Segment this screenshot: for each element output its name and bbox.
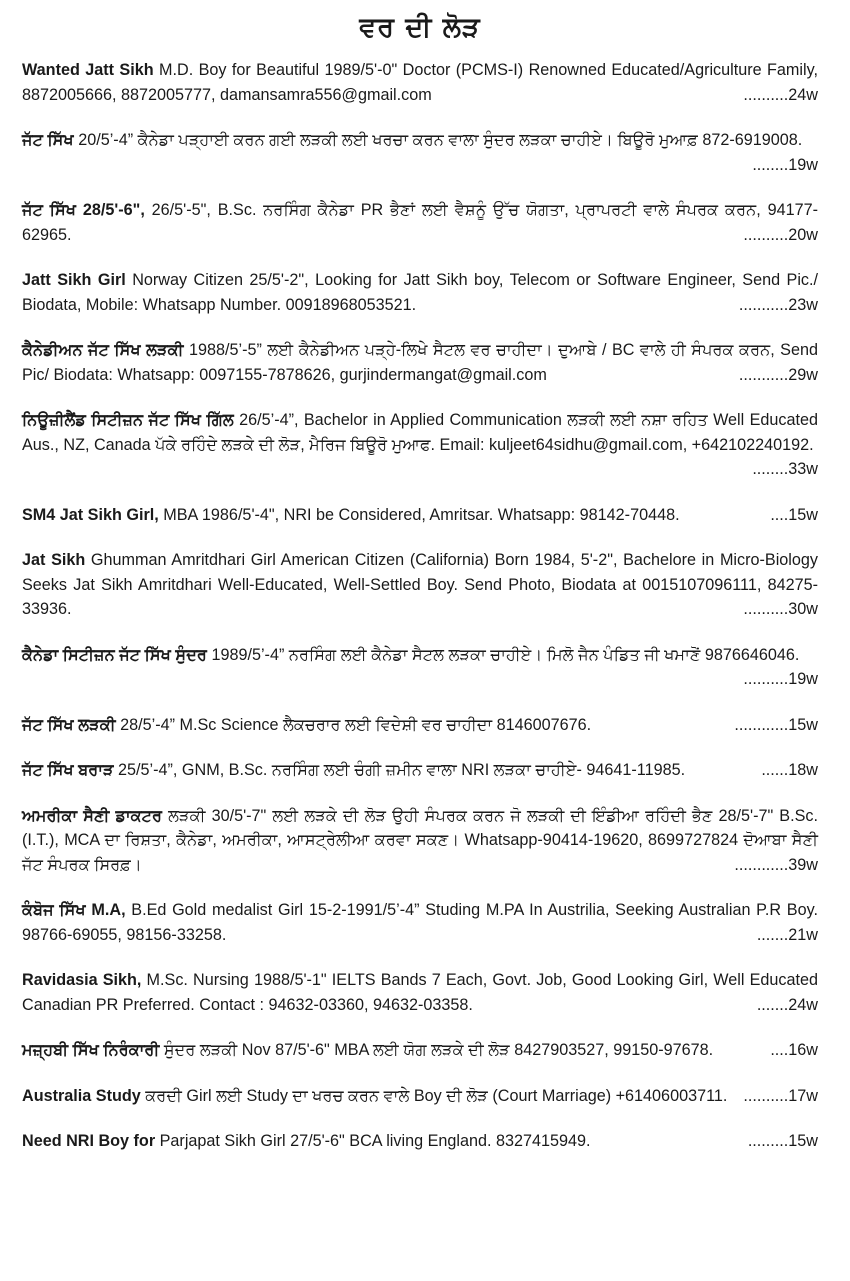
ad-text: 1988/5’-5” ਲਈ ਕੈਨੇਡੀਅਨ ਪੜ੍ਹੇ-ਲਿਖੇ ਸੈਟਲ ਵਰ ਚਾਹੀਦਾ। ਦੁਆਬੇ / BC ਵਾਲੇ ਹੀ ਸੰਪਰਕ ਕਰਨ, Send Pic/ Biodata: Whatsapp: 0097155-7878626, gurjindermangat@gmail.com bbox=[22, 341, 818, 384]
ad-heading: ਅਮਰੀਕਾ ਸੈਣੀ ਡਾਕਟਰ bbox=[22, 806, 163, 825]
ad-word-count: .......24w bbox=[756, 995, 818, 1014]
classified-ad bbox=[22, 128, 818, 177]
classified-ad bbox=[22, 268, 818, 317]
ad-text: 28/5’-4” M.Sc Science ਲੈਕਚਰਾਰ ਲਈ ਵਿਦੇਸ਼ੀ ਵਰ ਚਾਹੀਦਾ 8146007676. bbox=[115, 715, 592, 734]
ad-word-count: ..........20w bbox=[743, 225, 818, 244]
ad-text: ਸੁੰਦਰ ਲੜਕੀ Nov 87/5'-6" MBA ਲਈ ਯੋਗ ਲੜਕੇ ਦੀ ਲੋੜ 8427903527, 99150-97678. bbox=[159, 1041, 714, 1059]
ad-text: M.D. Boy for Beautiful 1989/5'-0" Doctor (PCMS-I) Renowned Educated/Agriculture Family, 8872005666, 8872005777, damansamra556@gmail.com bbox=[22, 61, 818, 104]
ads-list bbox=[22, 58, 818, 1154]
ad-heading: SM4 Jat Sikh Girl, bbox=[22, 505, 159, 524]
classified-ad bbox=[22, 198, 818, 247]
ad-heading: Australia Study bbox=[22, 1086, 141, 1105]
ad-text: ਕਰਦੀ Girl ਲਈ Study ਦਾ ਖਰਚ ਕਰਨ ਵਾਲੇ Boy ਦੀ ਲੋੜ (Court Marriage) +61406003711. bbox=[140, 1086, 728, 1105]
ad-text: M.Sc. Nursing 1988/5'-1" IELTS Bands 7 Each, Govt. Job, Good Looking Girl, Well Educated Canadian PR Preferred. Contact : 94632-03360, 94632-03358. bbox=[22, 971, 818, 1014]
classified-ad bbox=[22, 643, 818, 692]
ad-heading: ਕੈਨੇਡੀਅਨ ਜੱਟ ਸਿੱਖ ਲੜਕੀ bbox=[22, 341, 184, 359]
ad-heading: ਜੱਟ ਸਿੱਖ bbox=[22, 131, 74, 149]
ad-text: ਲੜਕੀ 30/5'-7" ਲਈ ਲੜਕੇ ਦੀ ਲੋੜ ਉਹੀ ਸੰਪਰਕ ਕਰਨ ਜੋ ਲੜਕੀ ਦੀ ਇੰਡੀਆ ਰਹਿੰਦੀ ਭੈਣ 28/5'-7" B.Sc. (I.T.), MCA ਦਾ ਰਿਸ਼ਤਾ, ਕੈਨੇਡਾ, ਅਮਰੀਕਾ, ਆਸਟ੍ਰੇਲੀਆ ਕਰਵਾ ਸਕਣ। Whatsapp-90414-19620, 8699727824 ਦੋਆਬਾ ਸੈਣੀ ਜੱਟ ਸੰਪਰਕ ਸਿਰਫ਼। bbox=[22, 806, 818, 874]
ad-word-count: .........15w bbox=[747, 1132, 818, 1150]
classified-ad bbox=[22, 713, 818, 738]
classified-ad bbox=[22, 338, 818, 387]
ad-text: Parjapat Sikh Girl 27/5'-6" BCA living England. 8327415949. bbox=[155, 1132, 591, 1150]
ad-word-count: ........33w bbox=[752, 460, 818, 478]
ad-word-count: ...........23w bbox=[738, 295, 818, 314]
page-title: ਵਰ ਦੀ ਲੋੜ bbox=[359, 12, 481, 43]
ad-word-count: ..........30w bbox=[743, 600, 818, 618]
classified-ad bbox=[22, 758, 818, 783]
ad-word-count: .......21w bbox=[756, 925, 818, 944]
ad-heading: ਜੱਟ ਸਿੱਖ 28/5'-6", bbox=[22, 201, 145, 219]
classified-ad bbox=[22, 408, 818, 482]
classified-ad bbox=[22, 1038, 818, 1063]
ad-text: Ghumman Amritdhari Girl American Citizen (California) Born 1984, 5'-2", Bachelore in Micro-Biology Seeks Jat Sikh Amritdhari Well-Educated, Well-Settled Boy. Send Photo, Biodata at 0015107096111, 84275-33936. bbox=[22, 551, 818, 618]
ad-word-count: ..........24w bbox=[743, 85, 818, 104]
classified-ad bbox=[22, 503, 818, 528]
classified-ad bbox=[22, 1084, 818, 1109]
ad-word-count: ............15w bbox=[734, 715, 818, 734]
ad-heading: ਕੈਨੇਡਾ ਸਿਟੀਜ਼ਨ ਜੱਟ ਸਿੱਖ ਸੁੰਦਰ bbox=[22, 645, 207, 664]
classified-ad bbox=[22, 58, 818, 107]
classified-ad bbox=[22, 968, 818, 1017]
ad-word-count: ...........29w bbox=[738, 365, 818, 384]
ad-text: 25/5’-4”, GNM, B.Sc. ਨਰਸਿੰਗ ਲਈ ਚੰਗੀ ਜ਼ਮੀਨ ਵਾਲਾ NRI ਲੜਕਾ ਚਾਹੀਏ- 94641-11985. bbox=[113, 761, 686, 779]
classified-ad bbox=[22, 1129, 818, 1154]
ad-word-count: ..........19w bbox=[743, 670, 818, 688]
ad-word-count: ......18w bbox=[761, 761, 818, 779]
ad-heading: Need NRI Boy for bbox=[22, 1132, 156, 1150]
ad-heading: Jat Sikh bbox=[22, 551, 86, 569]
ad-text: MBA 1986/5'-4", NRI be Considered, Amritsar. Whatsapp: 98142-70448. bbox=[158, 505, 680, 524]
ad-heading: ਜੱਟ ਸਿੱਖ ਬਰਾੜ bbox=[22, 761, 114, 779]
ad-word-count: ..........17w bbox=[743, 1086, 818, 1105]
ad-heading: ਕੰਬੋਜ ਸਿੱਖ M.A, bbox=[22, 901, 126, 919]
ad-word-count: ........19w bbox=[752, 155, 818, 174]
classified-ad bbox=[22, 804, 818, 878]
ad-heading: ਮਜ਼੍ਹਬੀ ਸਿੱਖ ਨਿਰੰਕਾਰੀ bbox=[22, 1041, 160, 1059]
classified-ad bbox=[22, 898, 818, 947]
ad-heading: Ravidasia Sikh, bbox=[22, 971, 142, 989]
ad-word-count: ....15w bbox=[770, 505, 818, 524]
ad-text: 1989/5’-4” ਨਰਸਿੰਗ ਲਈ ਕੈਨੇਡਾ ਸੈਟਲ ਲੜਕਾ ਚਾਹੀਏ। ਮਿਲੋ ਜੈਨ ਪੰਡਿਤ ਜੀ ਖਮਾਣੋਂ 9876646046. bbox=[206, 645, 800, 664]
ad-heading: Jatt Sikh Girl bbox=[22, 271, 126, 289]
classified-ad bbox=[22, 548, 818, 622]
ad-text: Norway Citizen 25/5'-2", Looking for Jatt Sikh boy, Telecom or Software Engineer, Send Pic./ Biodata, Mobile: Whatsapp Number. 00918968053521. bbox=[22, 271, 819, 314]
ad-heading: ਜੱਟ ਸਿੱਖ ਲੜਕੀ bbox=[22, 715, 116, 734]
ad-heading: ਨਿਊਜ਼ੀਲੈਂਡ ਸਿਟੀਜ਼ਨ ਜੱਟ ਸਿੱਖ ਗਿੱਲ bbox=[22, 411, 234, 429]
ad-text: 20/5’-4” ਕੈਨੇਡਾ ਪੜ੍ਹਾਈ ਕਰਨ ਗਈ ਲੜਕੀ ਲਈ ਖਰਚਾ ਕਰਨ ਵਾਲਾ ਸੁੰਦਰ ਲੜਕਾ ਚਾਹੀਏ। ਬਿਊਰੋ ਮੁਆਫ਼ 872-6919008. bbox=[73, 131, 803, 149]
ad-text: B.Ed Gold medalist Girl 15-2-1991/5’-4” Studing M.PA In Austrilia, Seeking Australian P.R Boy. 98766-69055, 98156-33258. bbox=[22, 901, 818, 944]
ad-text: 26/5'-5", B.Sc. ਨਰਸਿੰਗ ਕੈਨੇਡਾ PR ਭੈਣਾਂ ਲਈ ਵੈਸ਼ਨੂੰ ਉੱਚ ਯੋਗਤਾ, ਪ੍ਰਾਪਰਟੀ ਵਾਲੇ ਸੰਪਰਕ ਕਰਨ, 94177-62965. bbox=[22, 201, 818, 244]
ad-word-count: ............39w bbox=[734, 855, 818, 874]
ad-text: 26/5’-4”, Bachelor in Applied Communication ਲੜਕੀ ਲਈ ਨਸ਼ਾ ਰਹਿਤ Well Educated Aus., NZ, Canada ਪੱਕੇ ਰਹਿੰਦੇ ਲੜਕੇ ਦੀ ਲੋੜ, ਮੈਰਿਜ ਬਿਊਰੋ ਮੁਆਫ. Email: kuljeet64sidhu@gmail.com, +642102240192. bbox=[22, 411, 818, 454]
ad-word-count: ....16w bbox=[770, 1041, 818, 1059]
ad-heading: Wanted Jatt Sikh bbox=[22, 61, 154, 79]
